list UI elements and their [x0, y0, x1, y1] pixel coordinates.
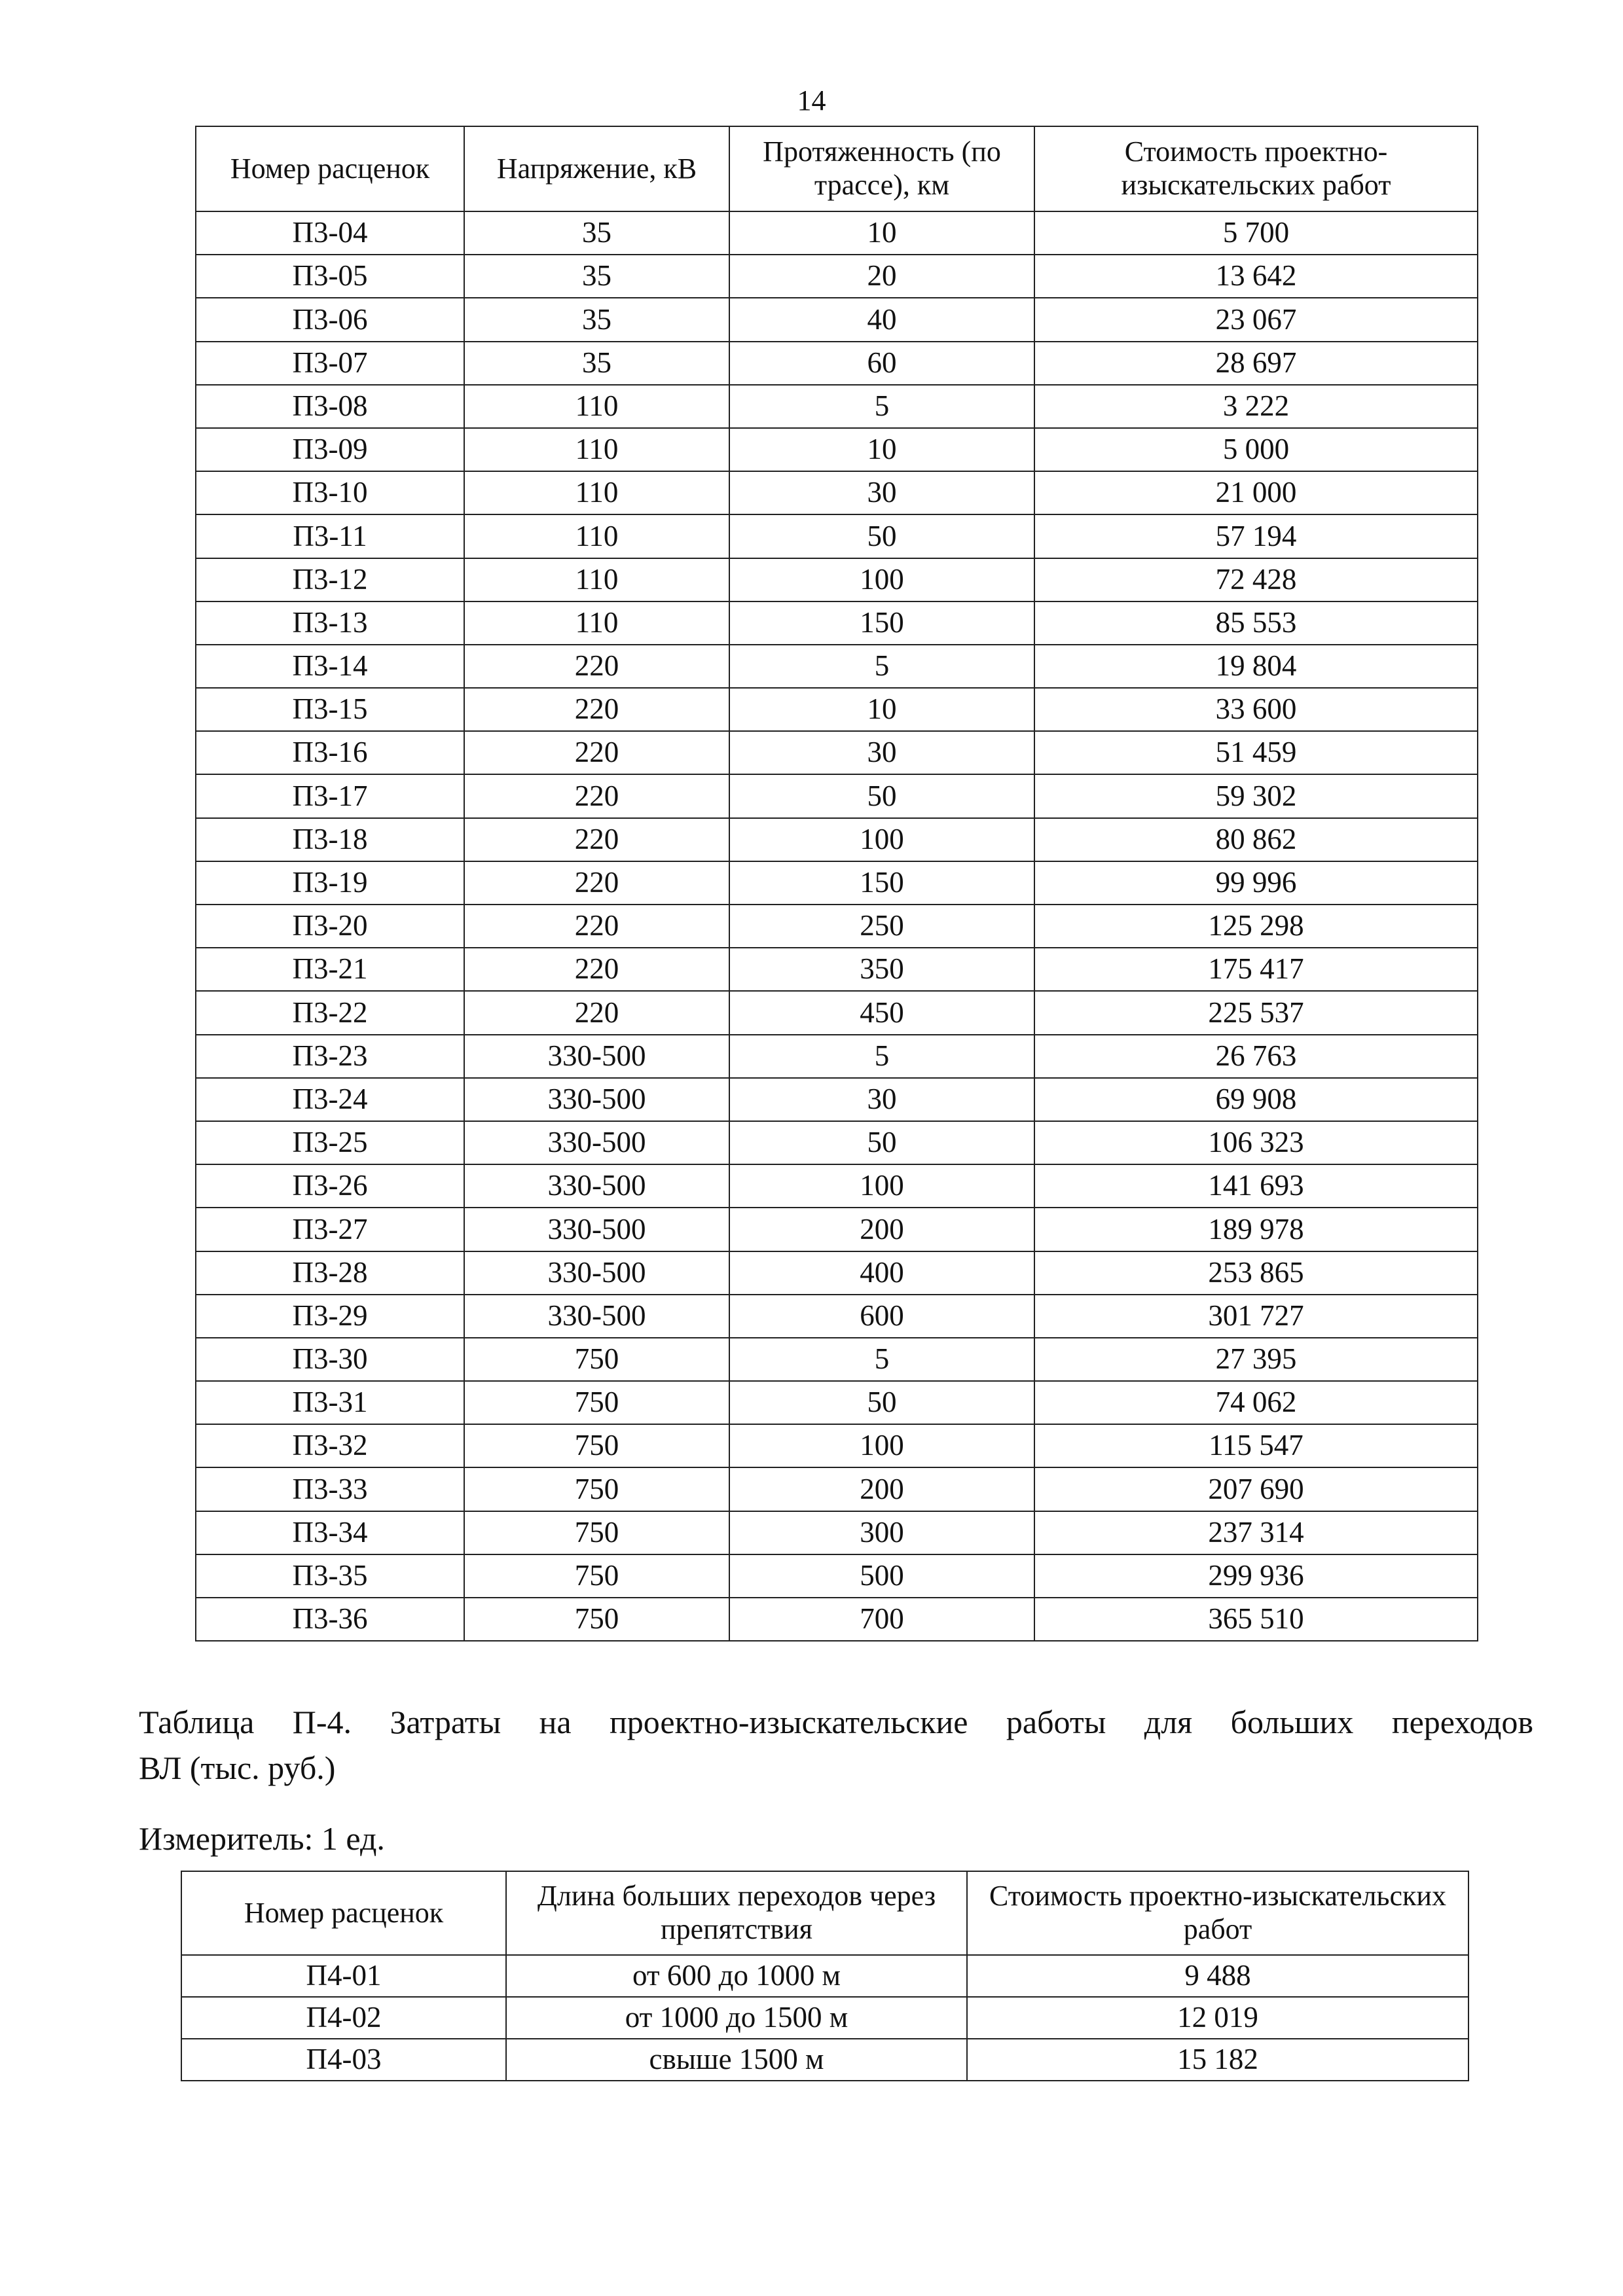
table-cell: 350: [729, 948, 1034, 991]
table-cell: П3-31: [196, 1381, 464, 1424]
table-row: [196, 1381, 1478, 1424]
table-cell: 220: [464, 688, 729, 731]
table-cell: П3-11: [196, 514, 464, 558]
table-row: [181, 1997, 1468, 2039]
table-cell: 85 553: [1034, 601, 1478, 645]
table-row: [181, 2039, 1468, 2081]
table-cell: 200: [729, 1467, 1034, 1511]
table-cell: П3-18: [196, 818, 464, 861]
table-cell: 220: [464, 861, 729, 905]
table-cell: 207 690: [1034, 1467, 1478, 1511]
table-row: [196, 255, 1478, 298]
table-cell: П3-36: [196, 1598, 464, 1641]
table-cell: 300: [729, 1511, 1034, 1554]
table-cell: 50: [729, 1381, 1034, 1424]
table-row: [181, 1955, 1468, 1997]
table-cell: 225 537: [1034, 991, 1478, 1034]
table-cell: П3-20: [196, 905, 464, 948]
table-cell: 220: [464, 818, 729, 861]
table-cell: 60: [729, 342, 1034, 385]
table-cell: 12 019: [967, 1997, 1468, 2039]
table-cell: 35: [464, 255, 729, 298]
table-cell: 30: [729, 471, 1034, 514]
table-cell: 33 600: [1034, 688, 1478, 731]
table-cell: 253 865: [1034, 1251, 1478, 1295]
table-cell: П3-13: [196, 601, 464, 645]
table-cell: П3-28: [196, 1251, 464, 1295]
table-cell: 74 062: [1034, 1381, 1478, 1424]
table-cell: П3-32: [196, 1424, 464, 1467]
table-cell: П3-04: [196, 211, 464, 255]
table-cell: 30: [729, 1078, 1034, 1121]
table-cell: 750: [464, 1381, 729, 1424]
table-cell: 189 978: [1034, 1208, 1478, 1251]
table-cell: 28 697: [1034, 342, 1478, 385]
table-cell: 10: [729, 211, 1034, 255]
table-cell: П3-06: [196, 298, 464, 341]
table-cell: 57 194: [1034, 514, 1478, 558]
table-p4-body: [181, 1955, 1468, 2081]
table-cell: 35: [464, 298, 729, 341]
table-row: [196, 1251, 1478, 1295]
table-p3-body: [196, 211, 1478, 1641]
table-cell: 110: [464, 601, 729, 645]
table-cell: 15 182: [967, 2039, 1468, 2081]
table-cell: 220: [464, 991, 729, 1034]
table-cell: 100: [729, 1164, 1034, 1208]
page-number: 14: [797, 84, 826, 117]
table-cell: П3-05: [196, 255, 464, 298]
table-cell: 19 804: [1034, 645, 1478, 688]
table-cell: 51 459: [1034, 731, 1478, 774]
table-cell: 35: [464, 342, 729, 385]
table-cell: П3-08: [196, 385, 464, 428]
table-cell: 59 302: [1034, 774, 1478, 817]
table-cell: 330-500: [464, 1295, 729, 1338]
table-cell: П3-30: [196, 1338, 464, 1381]
table-cell: 220: [464, 645, 729, 688]
table-cell: 10: [729, 688, 1034, 731]
table-cell: 400: [729, 1251, 1034, 1295]
table-cell: 5: [729, 385, 1034, 428]
header-crossing-length: Длина больших переходов через препятствия: [506, 1871, 967, 1955]
table-row: [196, 645, 1478, 688]
table-cell: 330-500: [464, 1164, 729, 1208]
table-cell: 750: [464, 1554, 729, 1598]
header-rate-number: Номер расценок: [181, 1871, 506, 1955]
table-row: [196, 428, 1478, 471]
table-row: [196, 471, 1478, 514]
table-row: [196, 1208, 1478, 1251]
table-cell: 20: [729, 255, 1034, 298]
table-row: [196, 1554, 1478, 1598]
table-row: [196, 514, 1478, 558]
table-cell: П3-33: [196, 1467, 464, 1511]
table-row: [196, 1467, 1478, 1511]
table-cell: 600: [729, 1295, 1034, 1338]
table-cell: 330-500: [464, 1035, 729, 1078]
table-cell: 40: [729, 298, 1034, 341]
table-row: [196, 1598, 1478, 1641]
table-row: [196, 731, 1478, 774]
table-cell: 72 428: [1034, 558, 1478, 601]
header-cost: Стоимость проектно-изыскательских работ: [1034, 126, 1478, 211]
table-cell: 10: [729, 428, 1034, 471]
table-row: [196, 818, 1478, 861]
table-cell: 69 908: [1034, 1078, 1478, 1121]
table-cell: 365 510: [1034, 1598, 1478, 1641]
table-row: [196, 861, 1478, 905]
table-row: [196, 905, 1478, 948]
table-row: [196, 774, 1478, 817]
table-cell: 220: [464, 905, 729, 948]
table-p3-header-row: [196, 126, 1478, 211]
table-cell: 100: [729, 818, 1034, 861]
table-cell: 30: [729, 731, 1034, 774]
table-row: [196, 298, 1478, 341]
table-cell: П3-21: [196, 948, 464, 991]
table-cell: 115 547: [1034, 1424, 1478, 1467]
table-cell: 110: [464, 558, 729, 601]
table-cell: 110: [464, 471, 729, 514]
table-cell: 99 996: [1034, 861, 1478, 905]
table-cell: 330-500: [464, 1251, 729, 1295]
table-row: [196, 558, 1478, 601]
table-cell: П3-22: [196, 991, 464, 1034]
table-row: [196, 948, 1478, 991]
table-row: [196, 1121, 1478, 1164]
table-cell: 220: [464, 774, 729, 817]
table-cell: 80 862: [1034, 818, 1478, 861]
table-cell: П3-07: [196, 342, 464, 385]
table-cell: 21 000: [1034, 471, 1478, 514]
table-row: [196, 1078, 1478, 1121]
table-p3: [195, 126, 1478, 1641]
table-cell: 23 067: [1034, 298, 1478, 341]
table-cell: 13 642: [1034, 255, 1478, 298]
table-cell: 141 693: [1034, 1164, 1478, 1208]
header-cost: Стоимость проектно-изыскательских работ: [967, 1871, 1468, 1955]
table-cell: П3-14: [196, 645, 464, 688]
table-cell: П3-23: [196, 1035, 464, 1078]
table-cell: П3-27: [196, 1208, 464, 1251]
table-cell: 110: [464, 514, 729, 558]
table-cell: П3-16: [196, 731, 464, 774]
table-row: [196, 991, 1478, 1034]
table-cell: 35: [464, 211, 729, 255]
table-cell: 200: [729, 1208, 1034, 1251]
table-cell: 330-500: [464, 1208, 729, 1251]
table-row: [196, 1338, 1478, 1381]
header-rate-number: Номер расценок: [196, 126, 464, 211]
table-cell: П4-01: [181, 1955, 506, 1997]
table-cell: П4-02: [181, 1997, 506, 2039]
table-cell: 301 727: [1034, 1295, 1478, 1338]
table-cell: П3-09: [196, 428, 464, 471]
table-cell: 5: [729, 1338, 1034, 1381]
table-cell: 150: [729, 601, 1034, 645]
table-cell: 330-500: [464, 1121, 729, 1164]
table-cell: 299 936: [1034, 1554, 1478, 1598]
table-cell: 125 298: [1034, 905, 1478, 948]
table-cell: 110: [464, 385, 729, 428]
table-cell: П3-17: [196, 774, 464, 817]
table-cell: П3-10: [196, 471, 464, 514]
table-row: [196, 1035, 1478, 1078]
table-cell: П3-15: [196, 688, 464, 731]
table-cell: 500: [729, 1554, 1034, 1598]
table-cell: 175 417: [1034, 948, 1478, 991]
table-cell: 5 700: [1034, 211, 1478, 255]
table-p4-caption: Таблица П-4. Затраты на проектно-изыскательские работы для больших переходов: [139, 1704, 1533, 1740]
table-row: [196, 1424, 1478, 1467]
table-cell: 700: [729, 1598, 1034, 1641]
table-cell: 220: [464, 948, 729, 991]
table-cell: П4-03: [181, 2039, 506, 2081]
table-cell: 750: [464, 1511, 729, 1554]
table-row: [196, 688, 1478, 731]
table-p4-header-row: [181, 1871, 1468, 1955]
table-cell: 150: [729, 861, 1034, 905]
measure-unit: Измеритель: 1 ед.: [139, 1820, 385, 1857]
table-cell: от 600 до 1000 м: [506, 1955, 967, 1997]
table-cell: 5: [729, 645, 1034, 688]
table-cell: 330-500: [464, 1078, 729, 1121]
table-cell: 250: [729, 905, 1034, 948]
table-cell: 750: [464, 1598, 729, 1641]
table-cell: 750: [464, 1467, 729, 1511]
table-cell: 26 763: [1034, 1035, 1478, 1078]
table-row: [196, 342, 1478, 385]
table-cell: 50: [729, 514, 1034, 558]
table-cell: свыше 1500 м: [506, 2039, 967, 2081]
table-row: [196, 1295, 1478, 1338]
table-row: [196, 1164, 1478, 1208]
table-cell: 100: [729, 558, 1034, 601]
table-cell: 50: [729, 774, 1034, 817]
table-cell: 450: [729, 991, 1034, 1034]
table-cell: 220: [464, 731, 729, 774]
table-cell: П3-24: [196, 1078, 464, 1121]
table-cell: П3-12: [196, 558, 464, 601]
table-cell: П3-35: [196, 1554, 464, 1598]
table-cell: 50: [729, 1121, 1034, 1164]
table-cell: 750: [464, 1338, 729, 1381]
table-cell: 27 395: [1034, 1338, 1478, 1381]
table-cell: 237 314: [1034, 1511, 1478, 1554]
table-row: [196, 601, 1478, 645]
table-cell: П3-25: [196, 1121, 464, 1164]
table-cell: 9 488: [967, 1955, 1468, 1997]
header-length: Протяженность (по трассе), км: [729, 126, 1034, 211]
header-voltage: Напряжение, кВ: [464, 126, 729, 211]
table-row: [196, 211, 1478, 255]
table-cell: от 1000 до 1500 м: [506, 1997, 967, 2039]
table-cell: 106 323: [1034, 1121, 1478, 1164]
table-p4-caption-continued: ВЛ (тыс. руб.): [139, 1749, 336, 1786]
table-cell: 3 222: [1034, 385, 1478, 428]
table-cell: П3-29: [196, 1295, 464, 1338]
table-p4: [181, 1871, 1469, 2081]
table-row: [196, 385, 1478, 428]
table-cell: П3-19: [196, 861, 464, 905]
table-cell: 100: [729, 1424, 1034, 1467]
table-cell: П3-26: [196, 1164, 464, 1208]
table-cell: П3-34: [196, 1511, 464, 1554]
table-row: [196, 1511, 1478, 1554]
table-cell: 110: [464, 428, 729, 471]
table-cell: 5 000: [1034, 428, 1478, 471]
table-cell: 750: [464, 1424, 729, 1467]
table-cell: 5: [729, 1035, 1034, 1078]
